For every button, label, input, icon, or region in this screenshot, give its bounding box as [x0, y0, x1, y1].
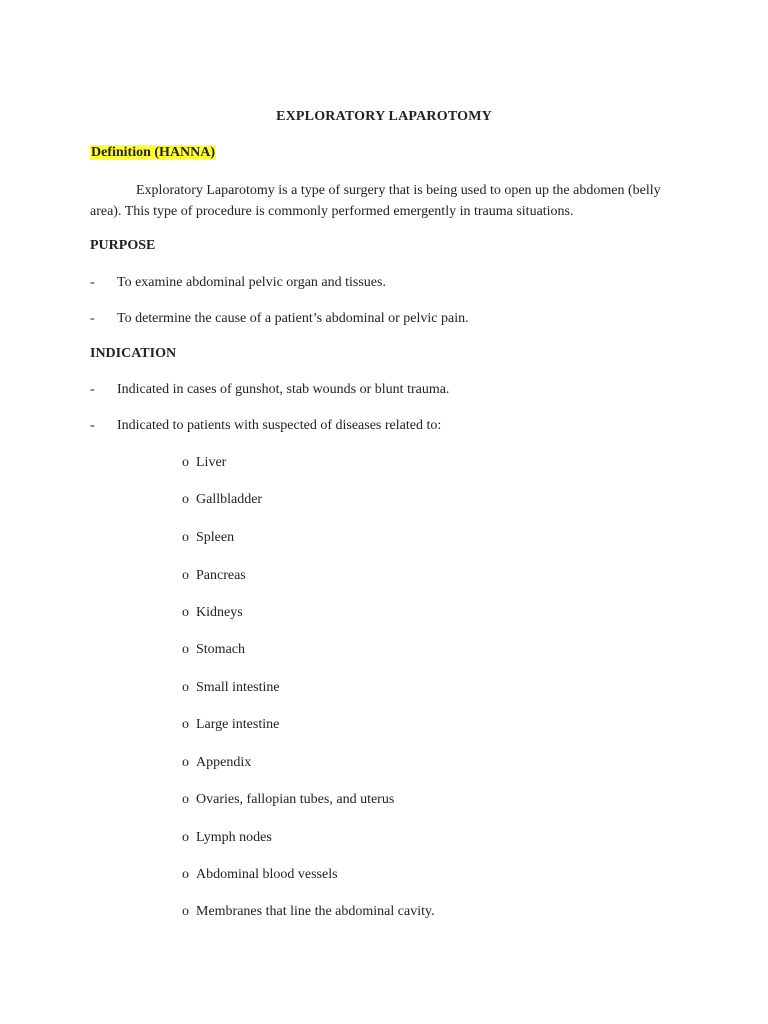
organ-name: Membranes that line the abdominal cavity.: [196, 904, 435, 919]
circle-bullet: o: [182, 717, 189, 732]
organ-name: Ovaries, fallopian tubes, and uterus: [196, 792, 395, 807]
indication-item-text: Indicated in cases of gunshot, stab wounds or blunt trauma.: [117, 382, 450, 397]
indication-heading: INDICATION: [90, 346, 177, 361]
organ-list-item: [182, 455, 226, 471]
organ-list-item: [182, 680, 280, 696]
organ-name: Abdominal blood vessels: [196, 867, 338, 882]
organ-list-item: [182, 867, 338, 883]
purpose-heading: PURPOSE: [90, 238, 156, 253]
indication-item-text: Indicated to patients with suspected of diseases related to:: [117, 418, 442, 433]
organ-name: Kidneys: [196, 605, 243, 620]
organ-list-item: [182, 642, 245, 658]
organ-list-item: [182, 492, 262, 508]
circle-bullet: o: [182, 455, 189, 470]
circle-bullet: o: [182, 867, 189, 882]
circle-bullet: o: [182, 605, 189, 620]
definition-paragraph: [90, 180, 680, 222]
circle-bullet: o: [182, 904, 189, 919]
definition-text: Exploratory Laparotomy is a type of surgery that is being used to open up the abdomen (belly area). This type of procedure is commonly performed emergently in trauma situations.: [90, 183, 661, 219]
organ-name: Stomach: [196, 642, 245, 657]
indication-item: [90, 382, 449, 398]
organ-name: Lymph nodes: [196, 830, 272, 845]
circle-bullet: o: [182, 680, 189, 695]
organ-name: Pancreas: [196, 568, 246, 583]
organ-list-item: [182, 904, 435, 920]
organ-list-item: [182, 792, 394, 808]
purpose-item-text: To examine abdominal pelvic organ and tissues.: [117, 275, 386, 290]
dash-marker: -: [90, 382, 95, 397]
circle-bullet: o: [182, 568, 189, 583]
dash-marker: -: [90, 311, 95, 326]
document-title: EXPLORATORY LAPAROTOMY: [276, 109, 492, 124]
circle-bullet: o: [182, 492, 189, 507]
organ-name: Gallbladder: [196, 492, 263, 507]
purpose-item: [90, 311, 469, 327]
organ-list-item: [182, 755, 251, 771]
organ-list-item: [182, 530, 234, 546]
purpose-item: [90, 275, 386, 291]
organ-list-item: [182, 568, 246, 584]
purpose-item-text: To determine the cause of a patient’s abdominal or pelvic pain.: [117, 311, 469, 326]
circle-bullet: o: [182, 755, 189, 770]
circle-bullet: o: [182, 792, 189, 807]
organ-name: Liver: [196, 455, 227, 470]
organ-list-item: [182, 717, 279, 733]
dash-marker: -: [90, 418, 95, 433]
organ-name: Large intestine: [196, 717, 280, 732]
organ-name: Spleen: [196, 530, 235, 545]
definition-heading-highlight: Definition (HANNA): [91, 145, 216, 160]
dash-marker: -: [90, 275, 95, 290]
indication-item: [90, 418, 441, 434]
organ-name: Appendix: [196, 755, 252, 770]
organ-name: Small intestine: [196, 680, 280, 695]
organ-list-item: [182, 830, 272, 846]
circle-bullet: o: [182, 642, 189, 657]
organ-list-item: [182, 605, 243, 621]
circle-bullet: o: [182, 530, 189, 545]
definition-heading: [90, 145, 216, 161]
circle-bullet: o: [182, 830, 189, 845]
